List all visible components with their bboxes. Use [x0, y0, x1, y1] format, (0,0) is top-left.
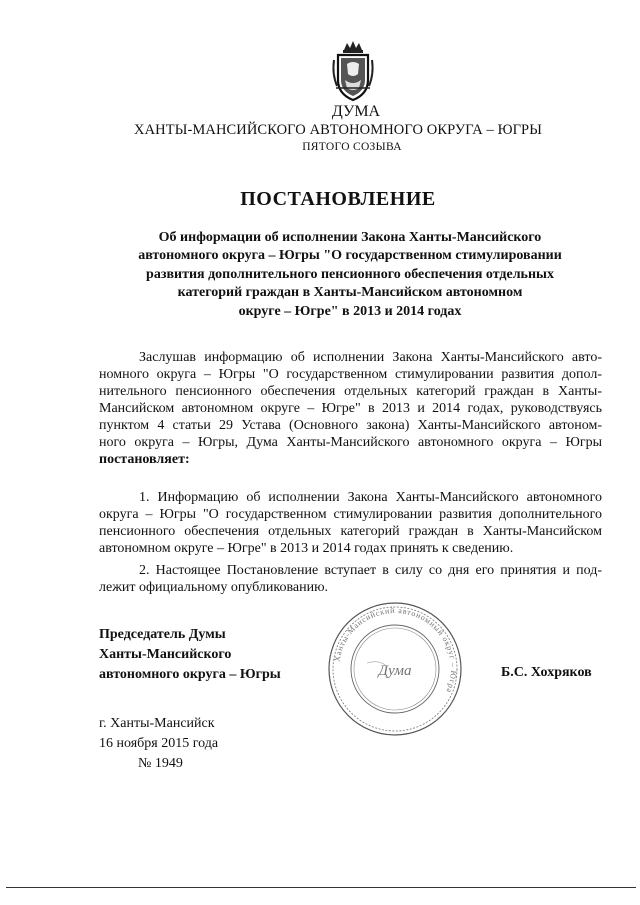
item-1-line: 1. Информацию об исполнении Закона Ханты-Мансийского автономного — [139, 490, 602, 505]
document-number: № 1949 — [138, 756, 183, 771]
subject-line: категорий граждан в Ханты-Мансийском автономном — [177, 285, 523, 301]
subject-line: развития дополнительного пенсионного обеспечения отдельных — [146, 266, 554, 282]
duma-heading: ДУМА — [331, 103, 381, 120]
signatory-name: Б.С. Хохряков — [501, 665, 592, 680]
item-2-line: 2. Настоящее Постановление вступает в силу со дня его принятия и под- — [139, 563, 602, 578]
coat-of-arms-icon — [330, 40, 376, 102]
signatory-position-line: автономного округа – Югры — [99, 667, 281, 682]
intro-line: Заслушав информацию об исполнении Закона Ханты-Мансийского авто- — [139, 350, 602, 365]
intro-line: ного округа – Югры, Дума Ханты-Мансийского автономного округа – Югры — [99, 435, 602, 450]
seal-center-text: Дума — [378, 663, 412, 679]
subject-line: Об информации об исполнении Закона Ханты-Мансийского — [158, 230, 542, 245]
signatory-position-line: Ханты-Мансийского — [99, 647, 232, 662]
document-subject — [30, 229, 640, 321]
subject-line: автономного округа – Югры "О государственном стимулировании — [138, 248, 562, 264]
item-1-paragraph — [99, 489, 602, 557]
signatory-position — [99, 625, 281, 685]
document-title: ПОСТАНОВЛЕНИЕ — [240, 188, 436, 210]
issue-details — [99, 714, 218, 774]
okrug-heading: ХАНТЫ-МАНСИЙСКОГО АВТОНОМНОГО ОКРУГА – ЮГРЫ — [134, 122, 542, 138]
seal-ring-text: Ханты-Мансийский автономный округ – Югра — [332, 605, 459, 695]
item-1-line: округа – Югры "О государственном стимулировании развития дополнительного — [99, 507, 602, 522]
round-seal-stamp-icon — [325, 601, 465, 737]
subject-line: округе – Югре" в 2013 и 2014 годах — [238, 303, 462, 319]
intro-paragraph — [99, 349, 602, 468]
bottom-divider — [6, 887, 636, 888]
item-1-line: пенсионного обеспечения отдельных категорий граждан в Ханты-Мансийском — [99, 524, 602, 539]
intro-line: пунктом 4 статьи 29 Устава (Основного закона) Ханты-Мансийского автоном- — [99, 418, 602, 433]
intro-line: номного округа – Югры "О государственном стимулировании развития допол- — [99, 367, 602, 382]
item-2-paragraph — [99, 562, 602, 596]
item-1-line: автономном округе – Югре" в 2013 и 2014 годах принять к сведению. — [99, 541, 514, 556]
decision-word: постановляет: — [99, 452, 190, 467]
item-2-line: лежит официальному опубликованию. — [99, 580, 329, 595]
intro-line: Мансийском автономном округе – Югре" в 2013 и 2014 годах, руководствуясь — [99, 401, 602, 416]
intro-line: нительного пенсионного обеспечения отдельных категорий граждан в Ханты- — [99, 384, 602, 399]
signatory-position-line: Председатель Думы — [99, 627, 226, 642]
convocation-heading: ПЯТОГО СОЗЫВА — [302, 141, 402, 153]
issue-date: 16 ноября 2015 года — [99, 736, 219, 751]
issue-city: г. Ханты-Мансийск — [99, 716, 215, 731]
